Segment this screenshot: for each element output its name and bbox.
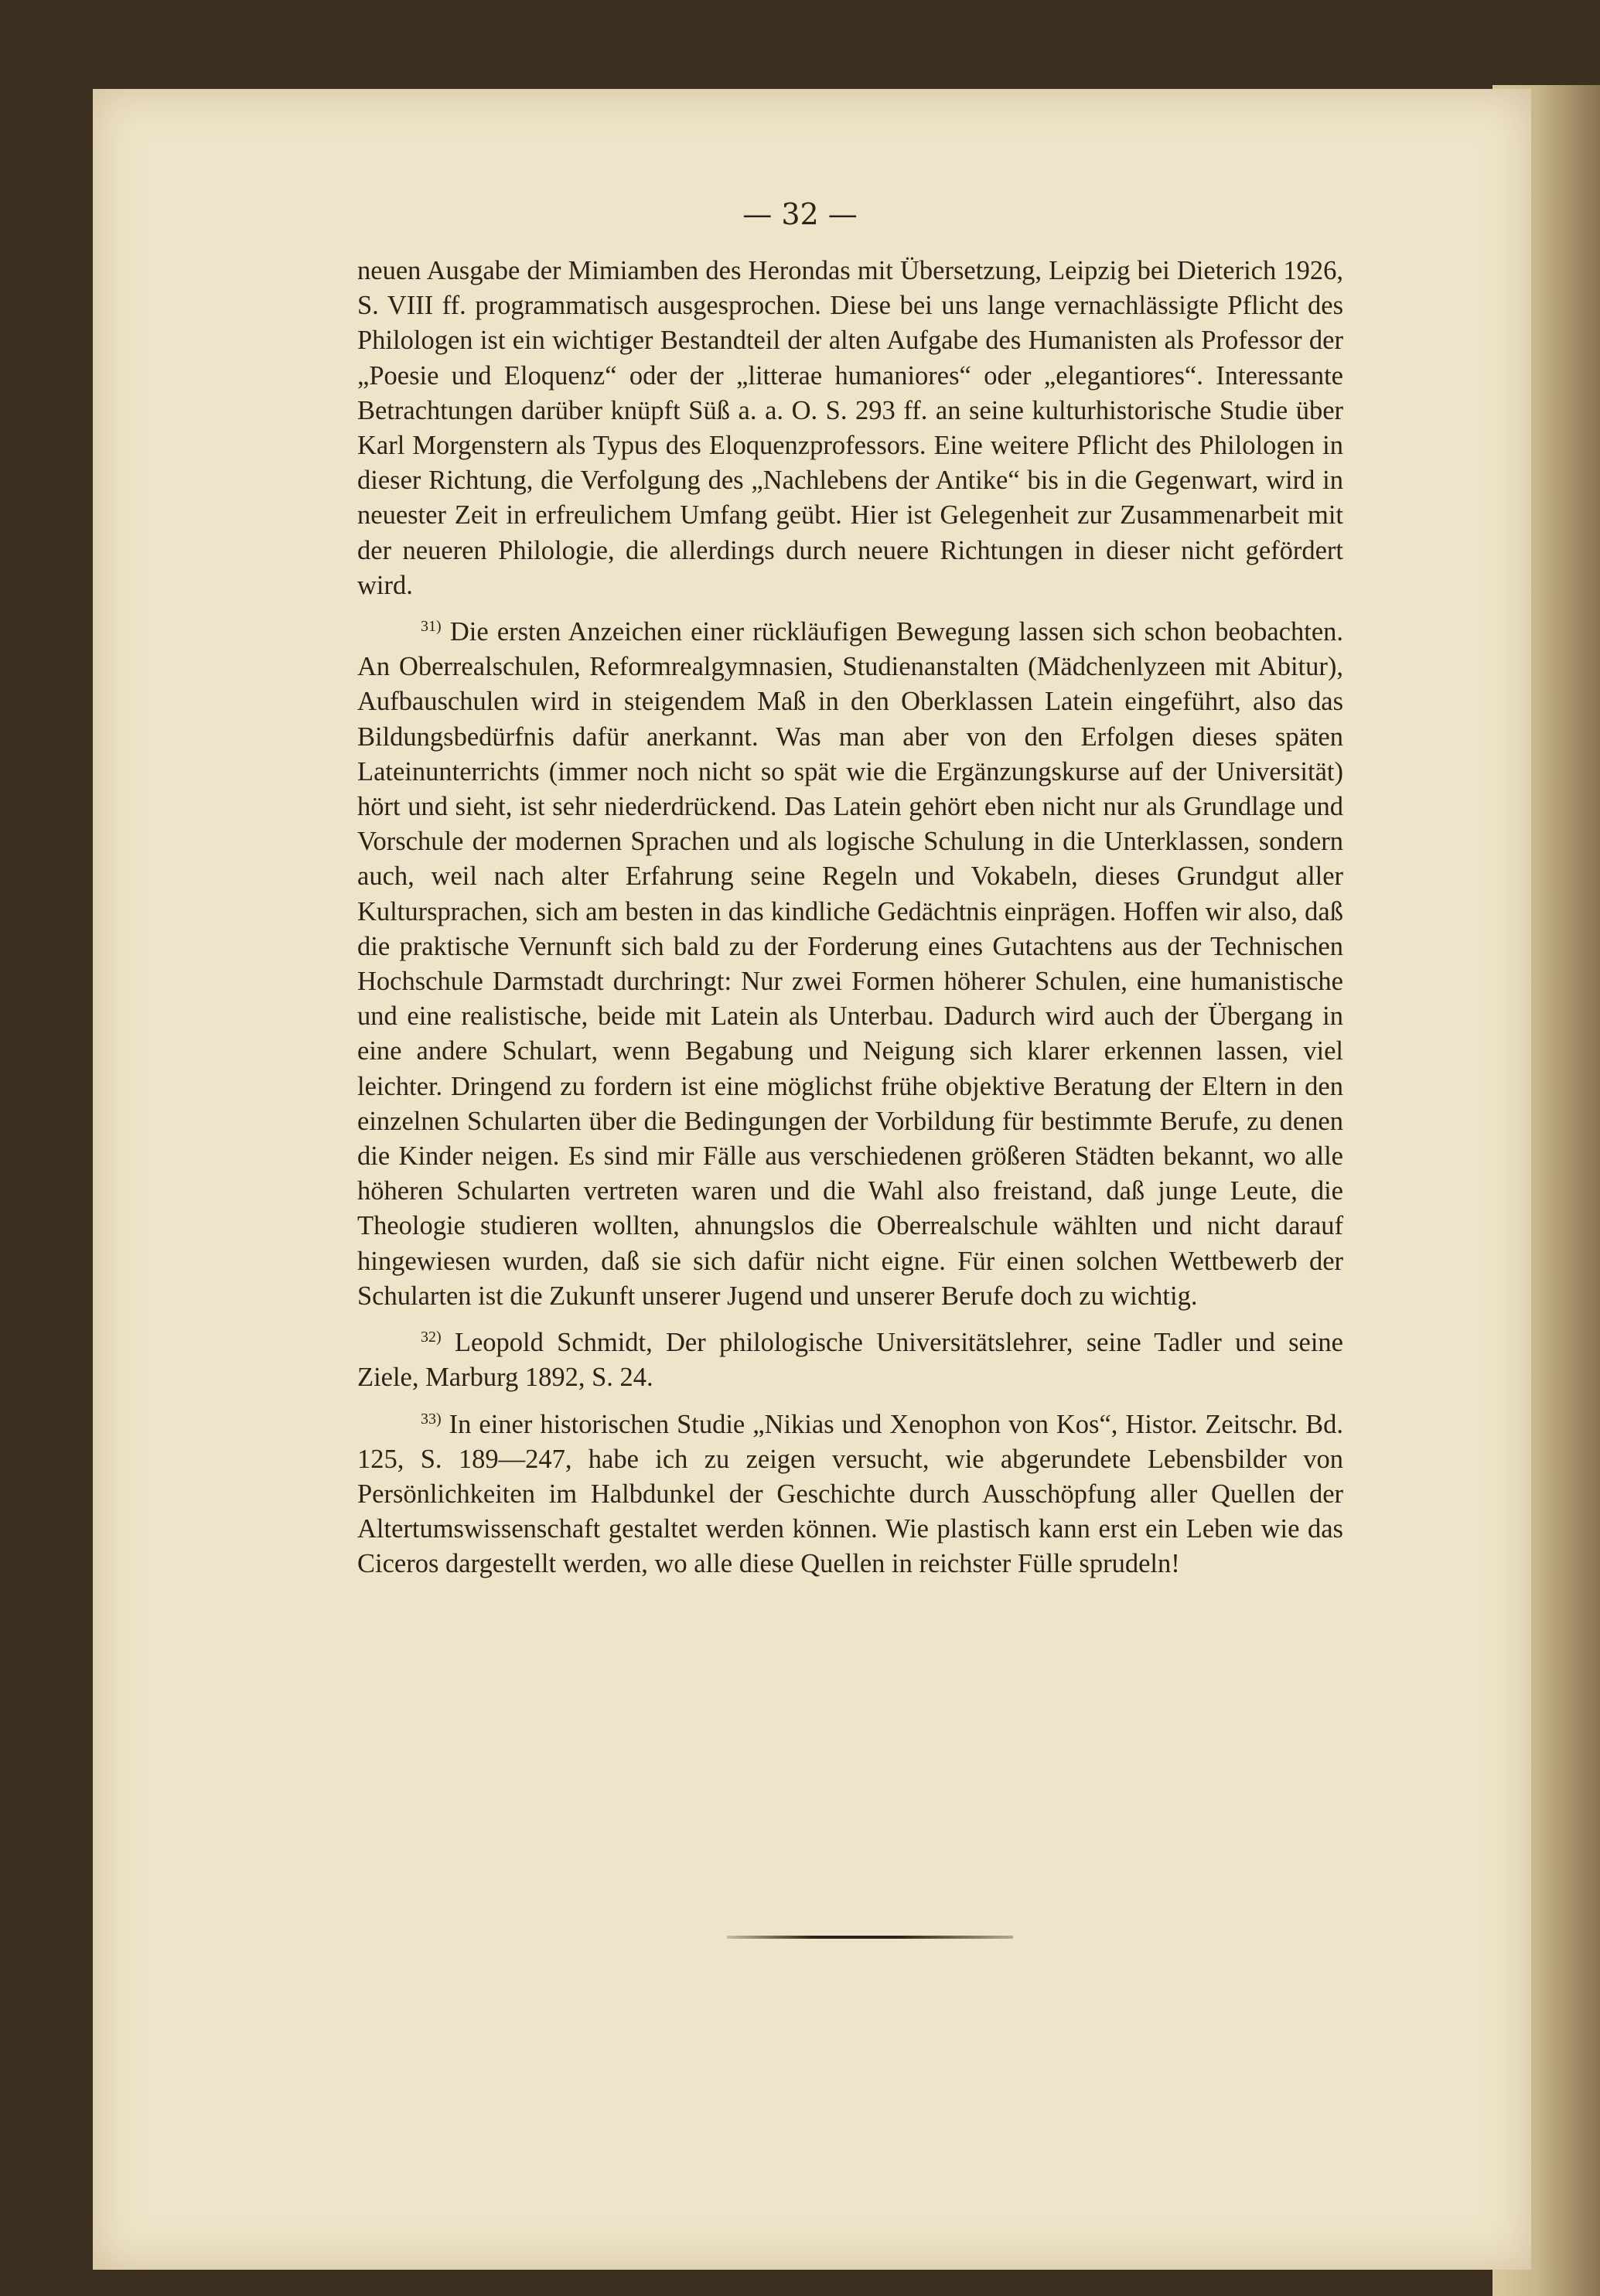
footnote-mark: 31) xyxy=(421,618,442,636)
footnote-text: Die ersten Anzeichen einer rückläufigen Bewegung lassen sich schon beobachten. An Oberrealschulen, Reformrealgymnasien, Studienanstalten (Mädchenlyzeen mit Abitur), Aufbauschulen wird in steigendem Maß in den Oberklassen Latein eingeführt, also das Bildungsbedürfnis dafür anerkannt. Was man aber von den Erfolgen dieses späten Lateinunterrichts (immer noch nicht so spät wie die Ergänzungskurse auf der Universität) hört und sieht, ist sehr niederdrückend. Das Latein gehört eben nicht nur als Grundlage und Vorschule der modernen Sprachen und als logische Schulung in die Unterklassen, sondern auch, weil nach alter Erfahrung seine Regeln und Vokabeln, dieses Grundgut aller Kultursprachen, sich am besten in das kindliche Gedächtnis einprägen. Hoffen wir also, daß die praktische Vernunft sich bald zu der Forderung eines Gutachtens aus der Technischen Hochschule Darmstadt durchringt: Nur zwei Formen höherer Schulen, eine humanistische und eine realistische, beide mit Latein als Unterbau. Dadurch wird auch der Übergang in eine andere Schulart, wenn Begabung und Neigung sich klarer erkennen lassen, viel leichter. Dringend zu fordern ist eine möglichst frühe objektive Beratung der Eltern in den einzelnen Schularten über die Bedingungen der Vorbildung für bestimmte Berufe, zu denen die Kinder neigen. Es sind mir Fälle aus verschiedenen größeren Städten bekannt, wo alle höheren Schularten vertreten waren und die Wahl also freistand, daß junge Leute, die Theologie studieren wollten, ahnungslos die Oberrealschule wählten und nicht darauf hingewiesen wurden, daß sie sich dafür nicht eigne. Für einen solchen Wettbewerb der Schularten ist die Zukunft unserer Jugend und unserer Berufe doch zu wichtig. xyxy=(357,617,1344,1311)
footnote-33 xyxy=(357,1402,1343,1582)
page-body xyxy=(357,254,1343,1588)
paragraph-continued: neuen Ausgabe der Mimiamben des Herondas mit Übersetzung, Leipzig bei Dieterich 1926, S. VIII ff. programmatisch ausgesprochen. Diese bei uns lange vernachlässigte Pflicht des Philologen ist ein wichtiger Bestandteil der alten Aufgabe des Humanisten als Professor der „Poesie und Eloquenz“ oder der „litterae humaniores“ oder „elegantiores“. Interessante Betrachtungen darüber knüpft Süß a. a. O. S. 293 ff. an seine kulturhistorische Studie über Karl Morgenstern als Typus des Eloquenzprofessors. Eine weitere Pflicht des Philologen in dieser Richtung, die Verfolgung des „Nachlebens der Antike“ bis in die Gegenwart, wird in neuester Zeit in erfreulichem Umfang geübt. Hier ist Gelegenheit zur Zusammenarbeit mit der neueren Philologie, die allerdings durch neuere Richtungen in dieser nicht gefördert wird. xyxy=(357,256,1343,600)
page-number: — 32 — xyxy=(742,197,858,231)
footnote-text: In einer historischen Studie „Nikias und Xenophon von Kos“, Histor. Zeitschr. Bd. 125, S. 189—247, habe ich zu zeigen versucht, wie abgerundete Lebensbilder von Persönlichkeiten im Halbdunkel der Geschichte durch Ausschöpfung aller Quellen der Altertumswissenschaft gestaltet werden können. Wie plastisch kann erst ein Leben wie das Ciceros dargestellt werden, wo alle diese Quellen in reichster Fülle sprudeln! xyxy=(357,1409,1343,1579)
end-rule xyxy=(727,1936,1013,1939)
footnote-mark: 33) xyxy=(421,1410,442,1428)
footnote-31 xyxy=(357,609,1343,1314)
footnote-mark: 32) xyxy=(421,1329,442,1346)
footnote-text: Leopold Schmidt, Der philologische Universitätslehrer, seine Tadler und seine Ziele, Marburg 1892, S. 24. xyxy=(357,1328,1343,1393)
footnote-32 xyxy=(357,1320,1343,1395)
